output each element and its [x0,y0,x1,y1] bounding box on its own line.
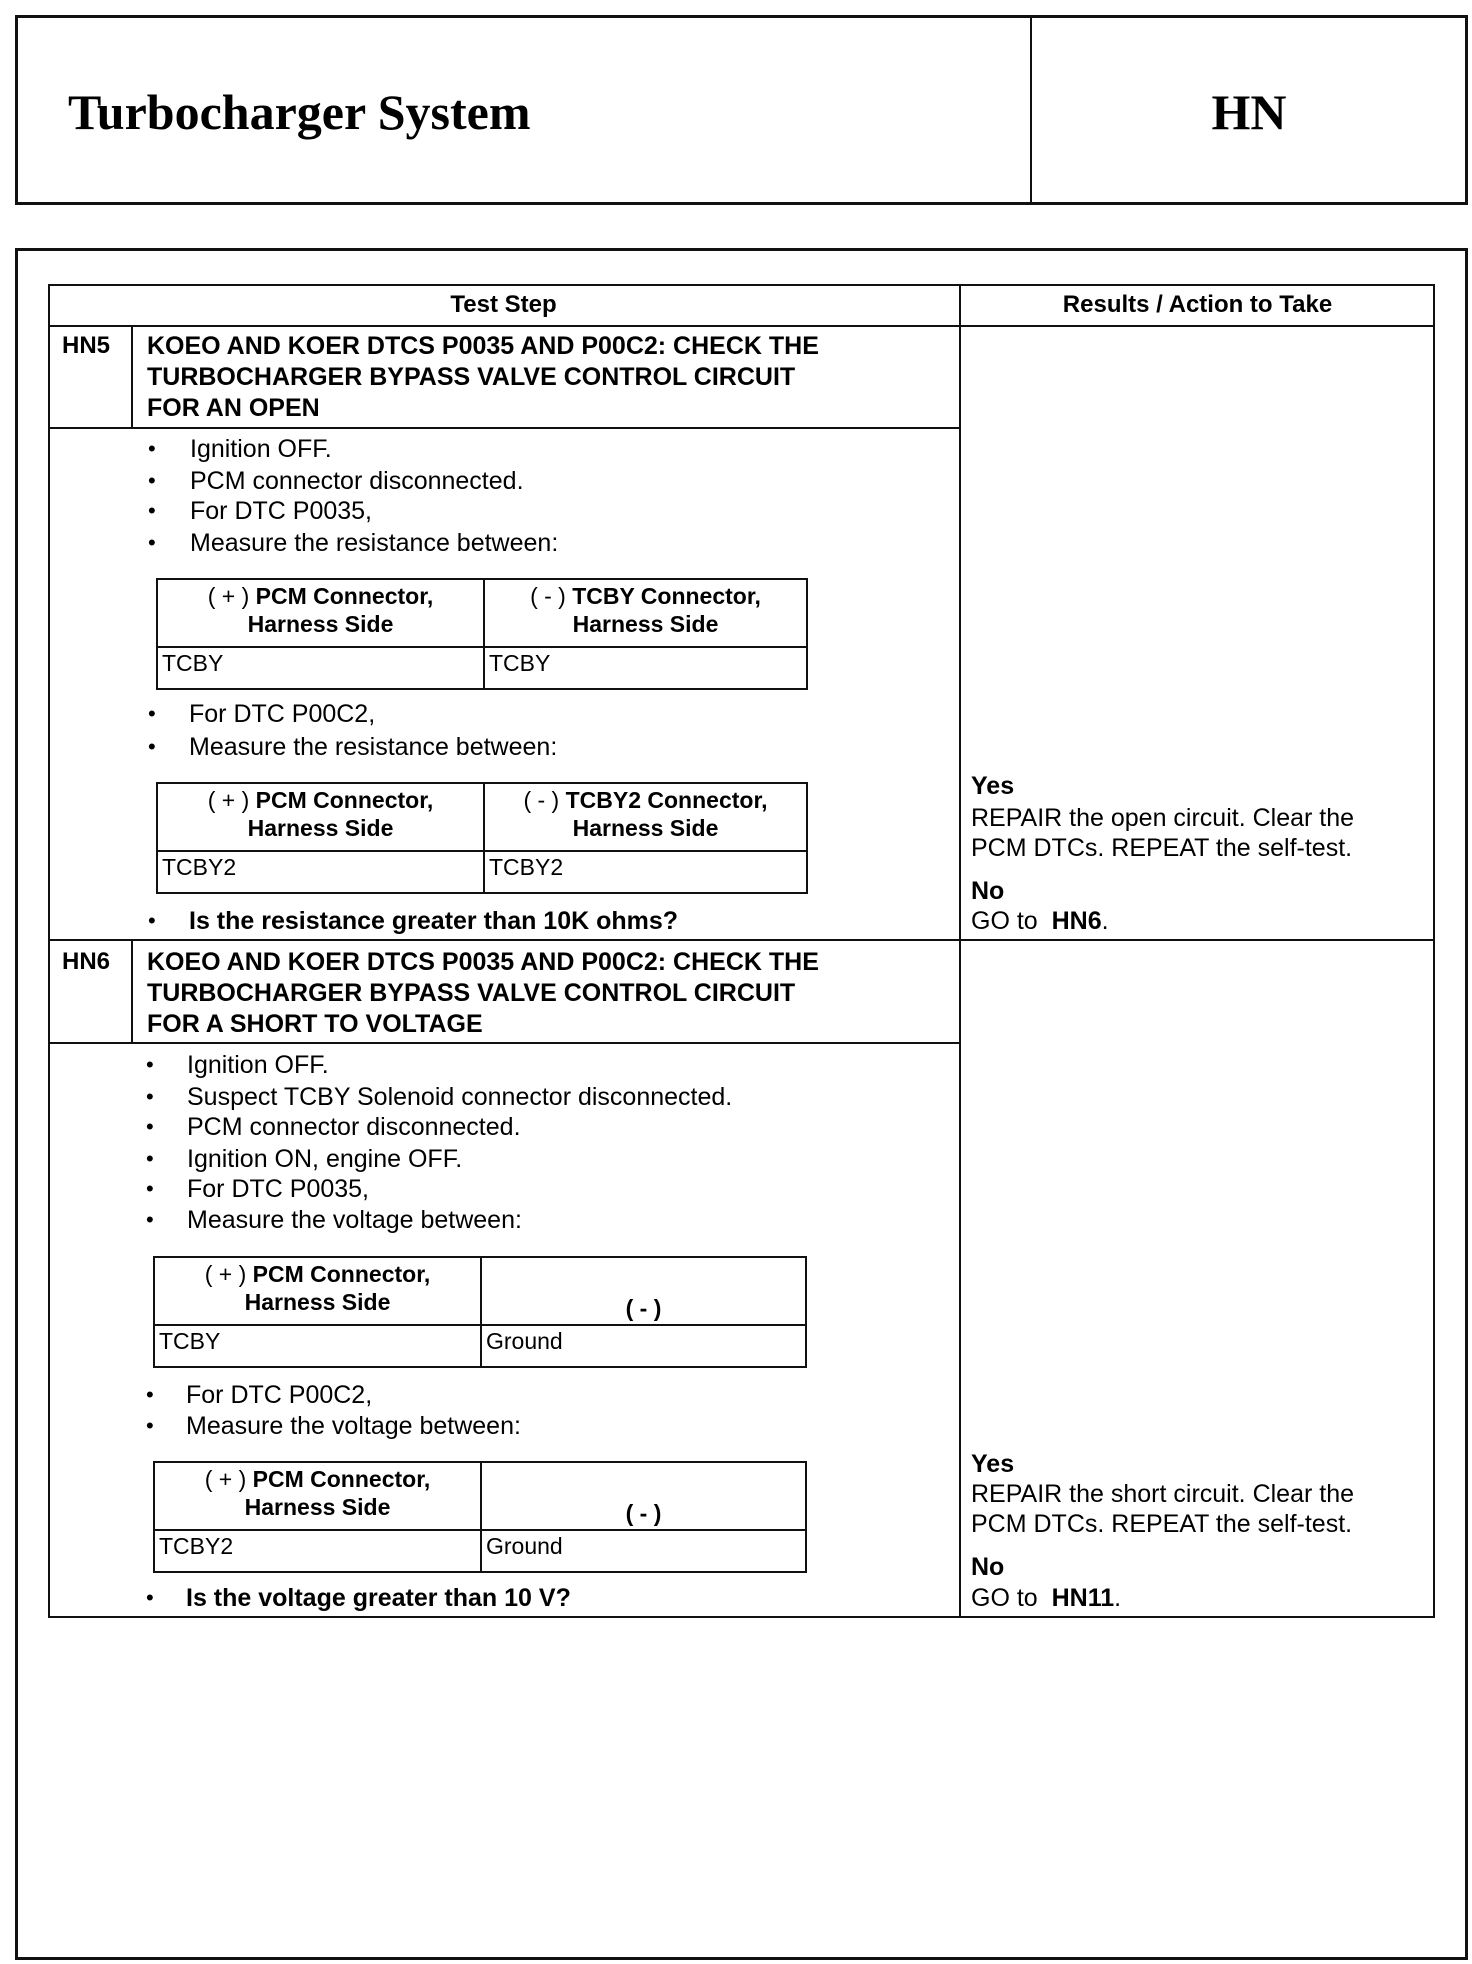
step-title-line: KOEO AND KOER DTCS P0035 AND P00C2: CHECK THE [147,332,819,360]
table-header-cell: ( - ) [481,1257,806,1325]
list-item: Measure the resistance between: [190,529,559,557]
bullet-icon: • [146,1413,154,1438]
list-item: Measure the resistance between: [189,733,558,761]
step-title-line: TURBOCHARGER BYPASS VALVE CONTROL CIRCUIT [147,363,796,391]
step-question: Is the voltage greater than 10 V? [186,1584,571,1612]
list-item: Ignition OFF. [187,1051,329,1079]
step-id-divider [131,939,133,1043]
step-id-hn5: HN5 [62,332,111,359]
table-header-cell: ( - ) TCBY Connector, Harness Side [484,579,807,647]
result-yes-text: REPAIR the open circuit. Clear the [971,804,1355,832]
table-cell: TCBY2 [157,851,484,893]
table-header-cell: ( + ) PCM Connector, Harness Side [154,1257,481,1325]
measurement-table [156,782,808,894]
list-item: For DTC P00C2, [189,700,376,728]
step-row-divider [48,939,1435,941]
bullet-icon: • [146,1585,154,1610]
bullet-icon: • [146,1084,154,1109]
result-no-text: GO to HN6. [971,907,1109,935]
measurement-table [153,1461,807,1573]
table-cell: TCBY [157,647,484,689]
step-title-divider [48,1042,960,1044]
table-cell: TCBY [484,647,807,689]
table-header-cell: ( - ) TCBY2 Connector, Harness Side [484,783,807,851]
goto-step-link[interactable]: HN11 [1051,1584,1115,1612]
step-id-hn6: HN6 [62,948,111,975]
bullet-icon: • [146,1052,154,1077]
bullet-icon: • [146,1146,154,1171]
step-title-divider [48,427,960,429]
column-header-test-step: Test Step [450,291,557,318]
result-yes-label: Yes [971,772,1015,800]
table-header-cell: ( + ) PCM Connector, Harness Side [157,579,484,647]
result-yes-label: Yes [971,1450,1015,1478]
table-header-cell: ( + ) PCM Connector, Harness Side [157,783,484,851]
result-no-label: No [971,877,1005,905]
page-title: Turbocharger System [68,84,531,140]
table-header-cell: ( + ) PCM Connector, Harness Side [154,1462,481,1530]
bullet-icon: • [148,436,156,461]
bullet-icon: • [148,498,156,523]
bullet-icon: • [148,908,156,933]
list-item: Ignition ON, engine OFF. [187,1145,463,1173]
list-item: For DTC P00C2, [186,1381,373,1409]
step-question: Is the resistance greater than 10K ohms? [189,907,679,935]
list-item: PCM connector disconnected. [187,1113,521,1141]
result-no-text: GO to HN11. [971,1584,1122,1612]
list-item: Ignition OFF. [190,435,332,463]
result-no-label: No [971,1553,1005,1581]
results-column-divider [959,284,961,1618]
measurement-table [153,1256,807,1368]
result-yes-text: PCM DTCs. REPEAT the self-test. [971,1510,1353,1538]
bullet-icon: • [146,1382,154,1407]
bullet-icon: • [148,530,156,555]
list-item: For DTC P0035, [187,1175,370,1203]
step-id-divider [131,325,133,428]
table-cell: Ground [481,1530,806,1572]
section-code: HN [1211,84,1287,140]
table-header-cell: ( - ) [481,1462,806,1530]
bullet-icon: • [148,701,156,726]
column-header-results: Results / Action to Take [1062,291,1333,318]
bullet-icon: • [146,1176,154,1201]
step-title-line: TURBOCHARGER BYPASS VALVE CONTROL CIRCUIT [147,979,796,1007]
goto-step-link[interactable]: HN6 [1051,907,1102,935]
table-cell: TCBY [154,1325,481,1367]
header-row-divider [48,325,1435,327]
result-yes-text: REPAIR the short circuit. Clear the [971,1480,1355,1508]
bullet-icon: • [148,734,156,759]
table-cell: TCBY2 [154,1530,481,1572]
table-cell: Ground [481,1325,806,1367]
measurement-table [156,578,808,690]
list-item: PCM connector disconnected. [190,467,524,495]
list-item: Measure the voltage between: [187,1206,522,1234]
bullet-icon: • [148,468,156,493]
bullet-icon: • [146,1114,154,1139]
list-item: For DTC P0035, [190,497,373,525]
list-item: Measure the voltage between: [186,1412,521,1440]
result-yes-text: PCM DTCs. REPEAT the self-test. [971,834,1353,862]
bullet-icon: • [146,1207,154,1232]
list-item: Suspect TCBY Solenoid connector disconnected. [187,1083,733,1111]
step-title-line: FOR A SHORT TO VOLTAGE [147,1010,483,1038]
step-title-line: KOEO AND KOER DTCS P0035 AND P00C2: CHECK THE [147,948,819,976]
table-cell: TCBY2 [484,851,807,893]
step-title-line: FOR AN OPEN [147,394,320,422]
